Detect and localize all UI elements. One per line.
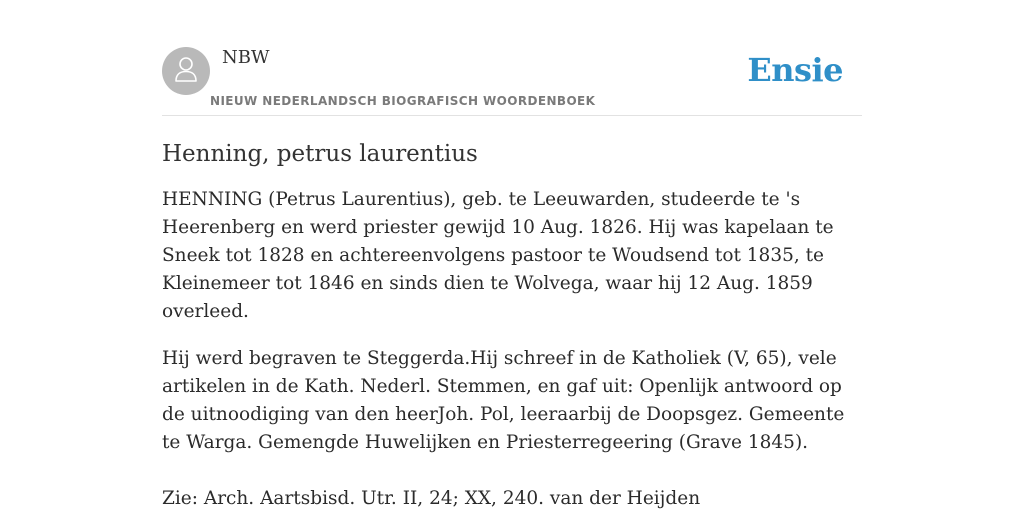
source-full-name: NIEUW NEDERLANDSCH BIOGRAFISCH WOORDENBOEK xyxy=(210,94,596,108)
source-avatar[interactable] xyxy=(162,47,210,95)
article-reference: Zie: Arch. Aartsbisd. Utr. II, 24; XX, 240. van der Heijden xyxy=(162,488,701,509)
source-header xyxy=(162,44,862,116)
article-paragraph: HENNING (Petrus Laurentius), geb. te Leeuwarden, studeerde te 's Heerenberg en werd priester gewijd 10 Aug. 1826. Hij was kapelaan te Sneek tot 1828 en achtereenvolgens pastoor te Woudsend tot 1835, te Kleinemeer tot 1846 en sinds dien te Wolvega, waar hij 12 Aug. 1859 overleed. xyxy=(162,189,834,322)
source-name-link[interactable]: NBW xyxy=(222,47,270,68)
ensie-logo[interactable]: Ensie xyxy=(747,51,843,89)
user-icon xyxy=(173,55,199,88)
article-paragraph: Hij werd begraven te Steggerda.Hij schreef in de Katholiek (V, 65), vele artikelen in de Kath. Nederl. Stemmen, en gaf uit: Openlijk antwoord op de uitnoodiging van den heerJoh. Pol, leeraarbij de Doopsgez. Gemeente te Warga. Gemengde Huwelijken en Priesterregeering (Grave 1845). xyxy=(162,348,845,453)
article xyxy=(162,138,862,512)
article-title: Henning, petrus laurentius xyxy=(162,141,478,167)
